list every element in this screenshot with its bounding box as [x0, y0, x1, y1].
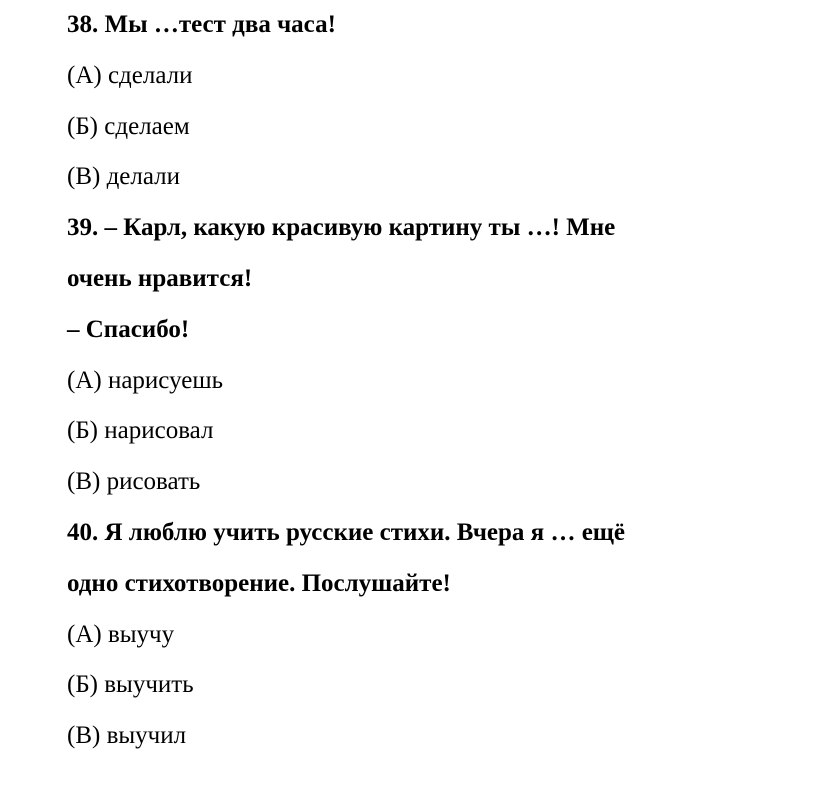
question-38-option-a: (А) сделали — [67, 61, 193, 89]
worksheet-page — [67, 0, 787, 762]
question-39-prompt-line-2: очень нравится! — [67, 264, 253, 292]
question-39-option-c: (В) рисовать — [67, 468, 201, 496]
question-38-prompt: 38. Мы …тест два часа! — [67, 11, 336, 38]
question-39-prompt-line-3: – Спасибо! — [67, 315, 190, 343]
question-38-option-c: (В) делали — [67, 163, 181, 191]
question-38-option-b: (Б) сделаем — [67, 112, 190, 140]
question-39-prompt-line-1: 39. – Карл, какую красивую картину ты …! Мне — [67, 214, 616, 242]
question-40-prompt-line-2: одно стихотворение. Послушайте! — [67, 569, 451, 597]
question-40-option-a: (А) выучу — [67, 620, 175, 648]
question-40-prompt-line-1: 40. Я люблю учить русские стихи. Вчера я … ещё — [67, 518, 626, 546]
question-39-option-b: (Б) нарисовал — [67, 417, 214, 445]
question-40-option-b: (Б) выучить — [67, 671, 194, 699]
question-40-option-c: (В) выучил — [67, 722, 187, 750]
question-39-option-a: (А) нарисуешь — [67, 366, 223, 394]
